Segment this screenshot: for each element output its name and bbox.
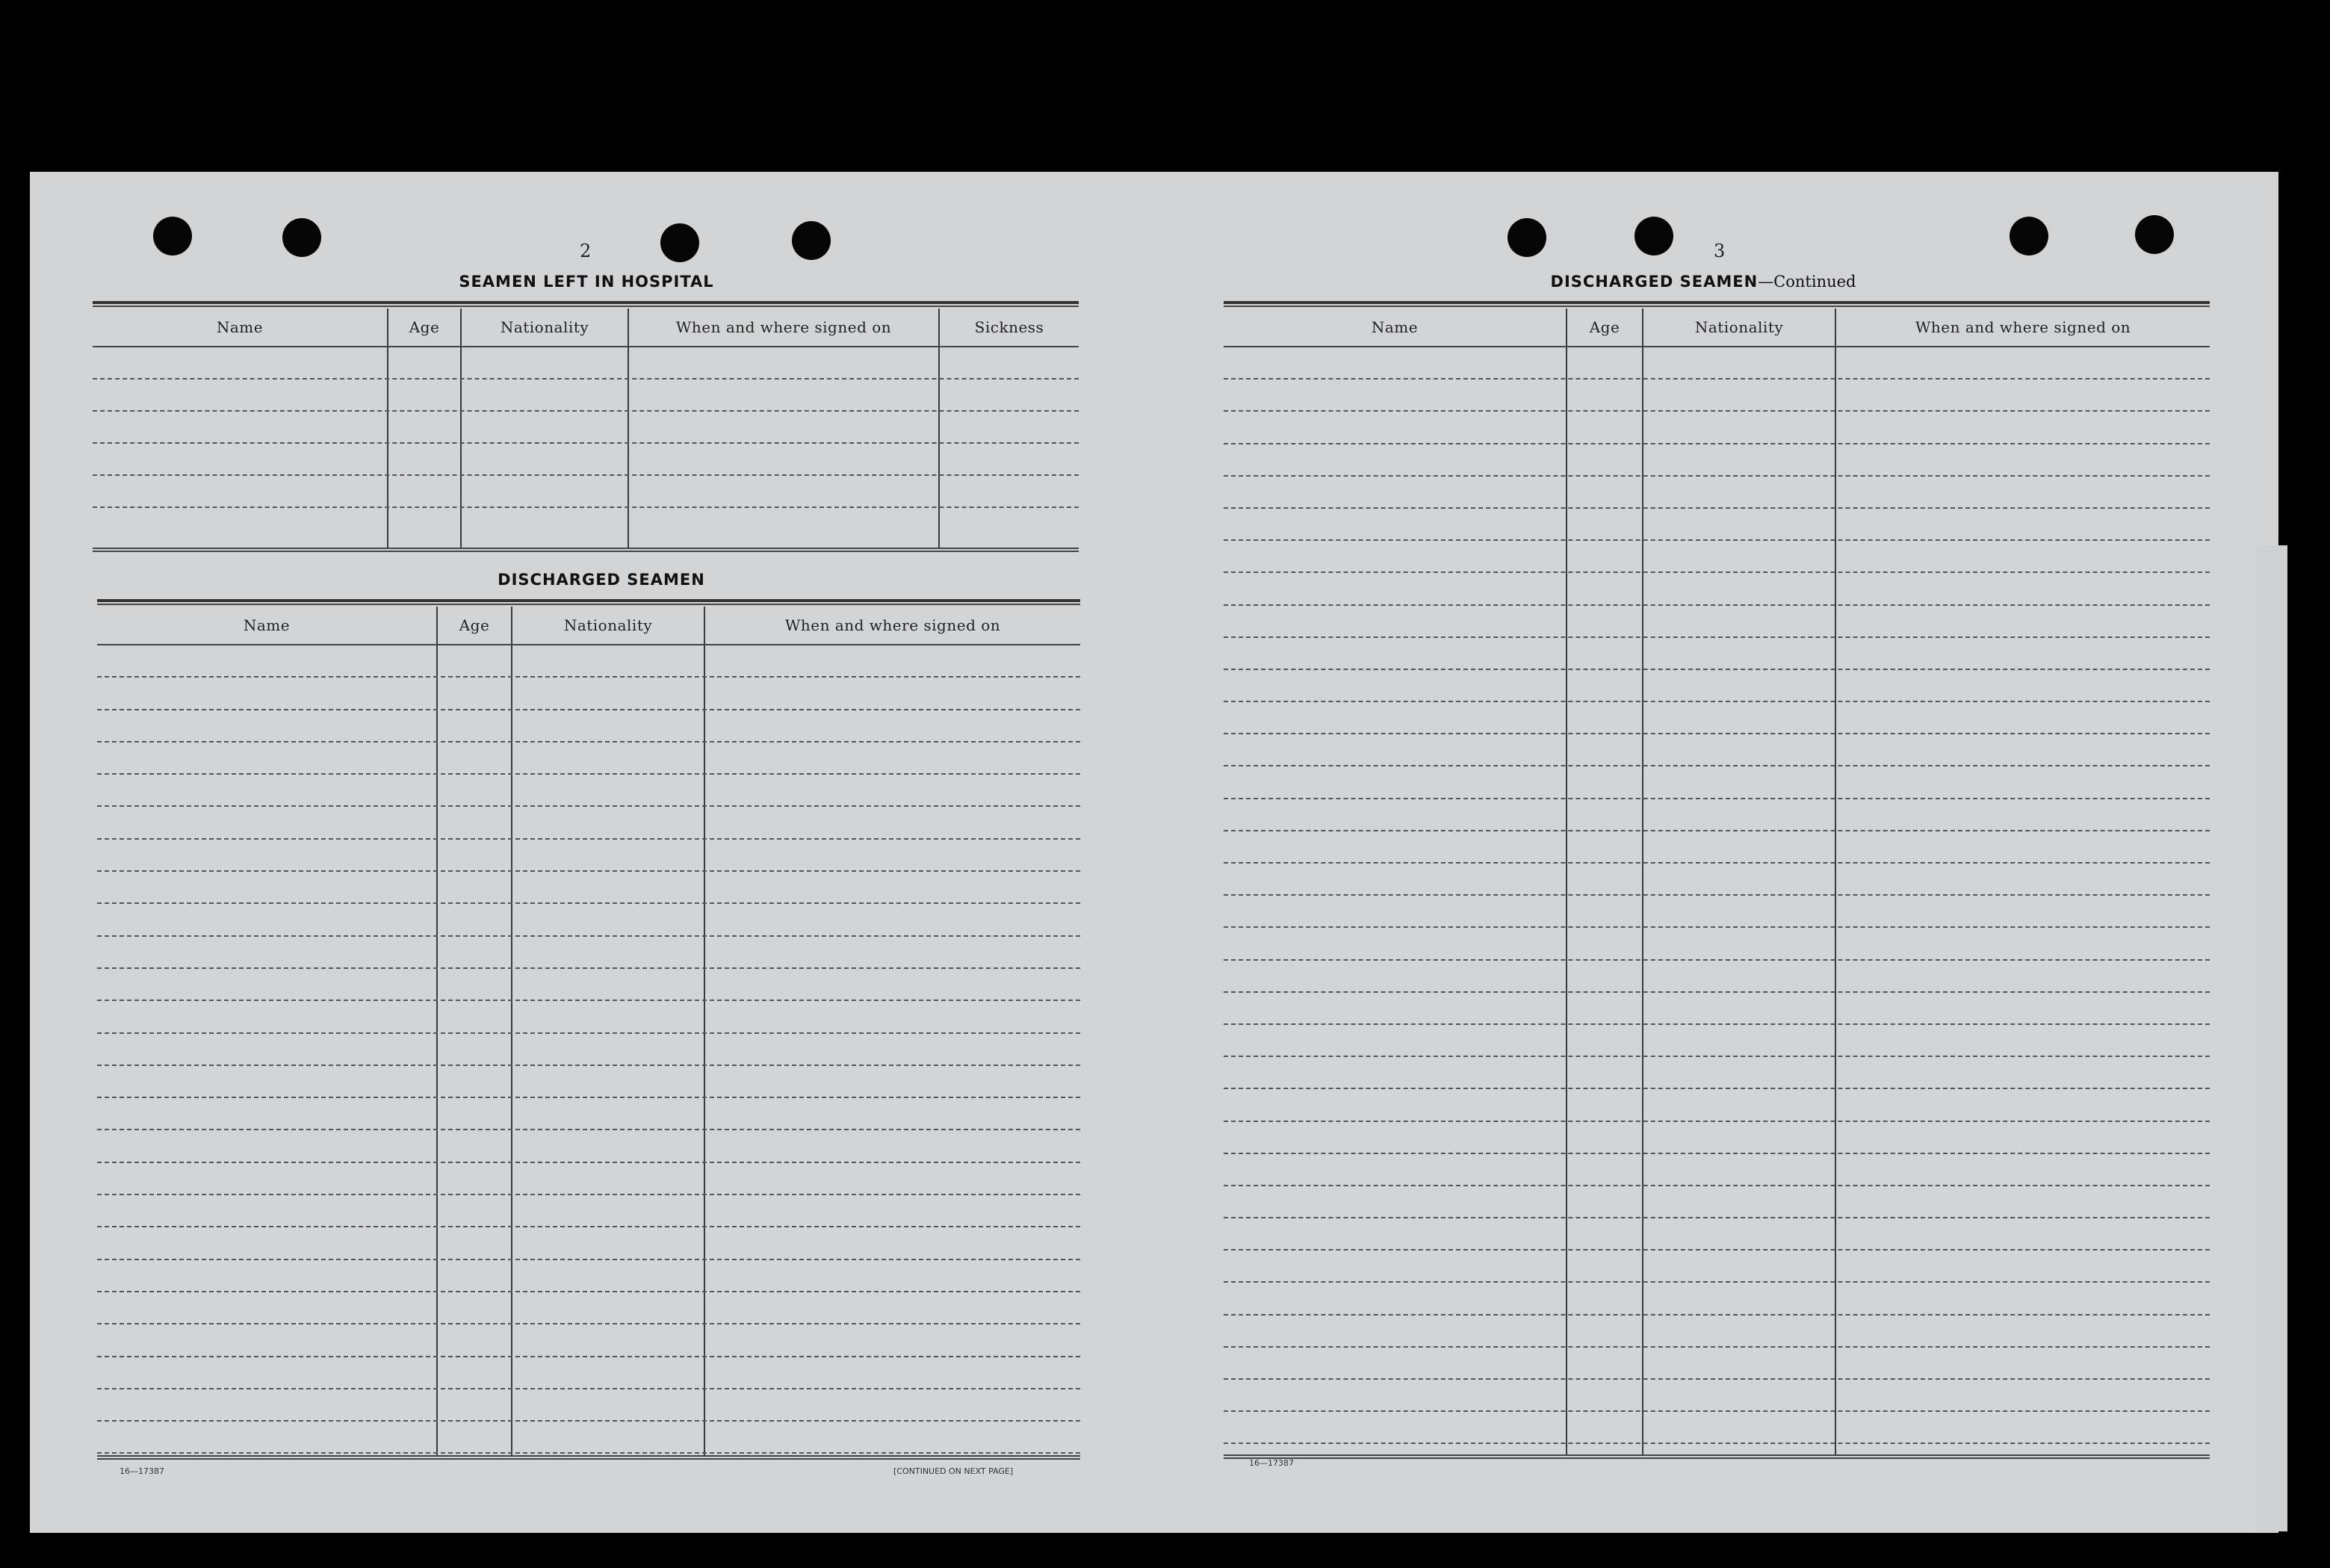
page-number-right: 3 [1714,241,1726,261]
table-row [93,444,1079,476]
table-row [97,1130,1080,1162]
table-row [1224,412,2210,444]
table-row [97,1163,1080,1195]
table-row [1224,1218,2210,1251]
punch-hole [660,223,699,262]
hospital-table [93,301,1079,553]
table-row [97,1389,1080,1422]
table-row [1224,379,2210,412]
column-header-nationality: Nationality [462,309,629,346]
discharged-continued-title [1524,273,1883,291]
table-row [97,904,1080,936]
discharged-table-header [97,607,1080,645]
table-row [1224,1251,2210,1283]
table-row [1224,541,2210,573]
table-row [97,710,1080,743]
column-header-when-where: When and where signed on [1915,318,2131,336]
table-row [97,645,1080,678]
table-row [1224,1348,2210,1380]
table-row [1224,734,2210,766]
table-row [97,1195,1080,1227]
table-row [93,412,1079,444]
column-header-name: Name [1224,309,1567,346]
hospital-table-header [93,309,1079,347]
table-row [1224,1316,2210,1348]
table-row [97,1001,1080,1033]
column-header-name: Name [93,309,388,346]
punch-hole [2010,217,2048,255]
table-row [97,1260,1080,1292]
table-row [97,743,1080,775]
table-row [1224,638,2210,670]
table-row [93,379,1079,412]
table-row [1224,670,2210,702]
hospital-section-title: SEAMEN LEFT IN HOSPITAL [459,273,714,291]
table-row [1224,1283,2210,1315]
table-row [1224,961,2210,993]
table-row [97,969,1080,1001]
table-row [1224,831,2210,864]
table-row [1224,993,2210,1025]
punch-hole [1508,218,1546,257]
table-row [97,1324,1080,1357]
discharged-continued-title-text: DISCHARGED SEAMEN [1550,273,1759,291]
table-row [1224,1186,2210,1218]
form-number: 16—17387 [1249,1458,1294,1468]
table-row [1224,1025,2210,1057]
punch-hole [153,217,192,255]
table-row [97,1227,1080,1259]
table-row [97,775,1080,807]
page-number-left: 2 [580,241,592,261]
table-row [97,1098,1080,1130]
table-row [97,840,1080,872]
table-row [93,347,1079,379]
column-header-age: Age [438,607,512,644]
column-header-when-where: When and where signed on [784,616,1001,634]
table-row [1224,606,2210,638]
table-row [97,1066,1080,1098]
table-row [1224,766,2210,799]
table-row [93,476,1079,508]
punch-hole [2135,215,2174,254]
table-row [1224,1089,2210,1121]
column-header-sickness: Sickness [974,318,1044,336]
table-row [1224,347,2210,379]
discharged-continued-table-header [1224,309,2210,347]
punch-hole [282,218,321,257]
table-row [1224,1057,2210,1089]
table-row [97,937,1080,969]
table-row [97,678,1080,710]
form-number: 16—17387 [120,1466,164,1476]
table-row [1224,1412,2210,1444]
table-row [1224,896,2210,928]
table-row [1224,444,2210,477]
column-header-age: Age [388,309,462,346]
table-row [1224,799,2210,831]
table-row [97,1422,1080,1454]
column-header-nationality: Nationality [1643,309,1836,346]
table-row [1224,1380,2210,1412]
table-row [1224,477,2210,509]
table-row [97,1034,1080,1066]
discharged-section-title: DISCHARGED SEAMEN [498,571,705,589]
column-header-nationality: Nationality [512,607,705,644]
table-row [97,1357,1080,1389]
table-row [1224,702,2210,734]
punch-hole [792,221,831,260]
column-header-age: Age [1567,309,1643,346]
table-row [97,872,1080,904]
table-row [1224,573,2210,605]
sheet-edge [2256,545,2287,1531]
punch-hole [1635,217,1673,255]
discharged-continued-table [1224,301,2210,1463]
table-row [1224,509,2210,541]
table-row [97,807,1080,839]
table-row [1224,928,2210,960]
table-row [97,1292,1080,1324]
discharged-table [97,599,1080,1466]
column-header-when-where: When and where signed on [629,309,940,346]
column-header-name: Name [97,607,438,644]
continued-suffix: —Continued [1758,273,1856,291]
table-row [1224,1122,2210,1154]
continued-note: [CONTINUED ON NEXT PAGE] [893,1466,1014,1476]
table-row [1224,1154,2210,1186]
table-row [1224,864,2210,896]
